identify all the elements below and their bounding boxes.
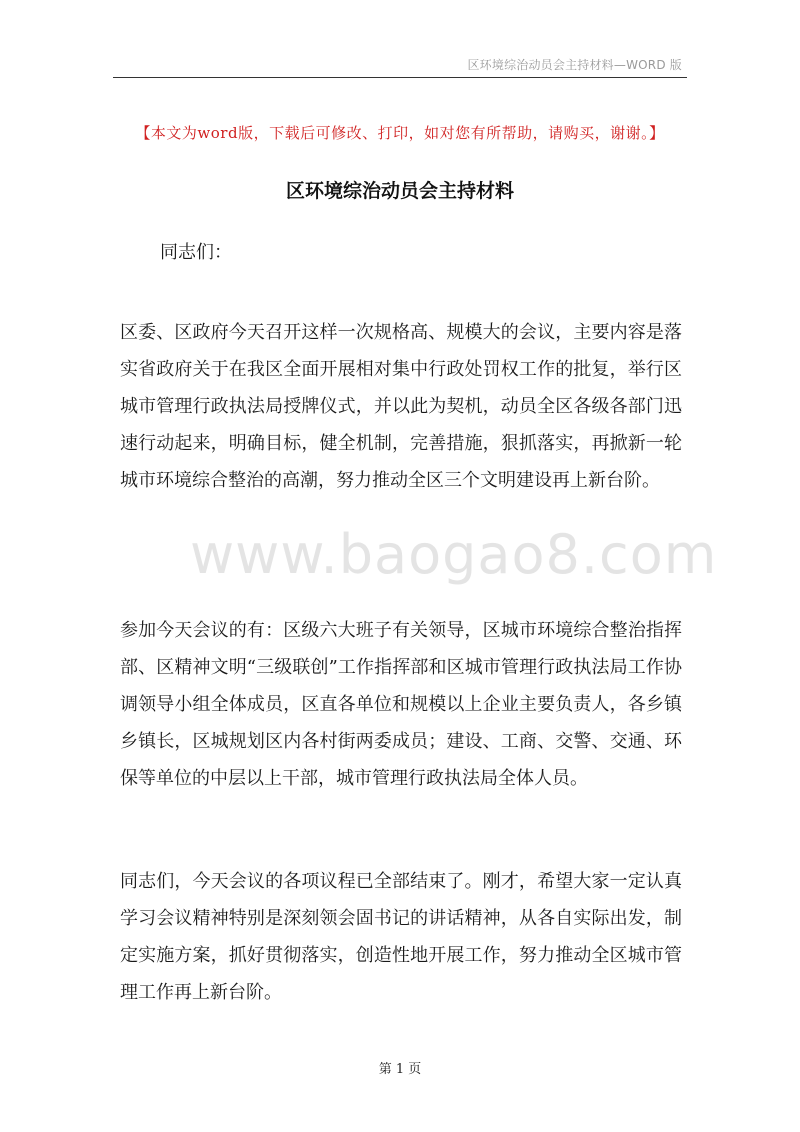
paragraph-3: 同志们，今天会议的各项议程已全部结束了。刚才，希望大家一定认真学习会议精神特别是深刻领会固书记的讲话精神，从各自实际出发，制定实施方案，抓好贯彻落实，创造性地开展工作，努力推动全区城市管理工作再上新台阶。 — [120, 871, 682, 1003]
document-title: 区环境综治动员会主持材料 — [285, 180, 514, 202]
header-divider — [113, 77, 687, 78]
watermark: www.baogao8.com — [190, 523, 718, 586]
greeting: 同志们： — [160, 242, 232, 263]
paragraph-2: 参加今天会议的有：区级六大班子有关领导，区城市环境综合整治指挥部、区精神文明“三级联创”工作指挥部和区城市管理行政执法局工作协调领导小组全体成员，区直各单位和规模以上企业主要负责人，各乡镇乡镇长，区城规划区内各村街两委成员；建设、工商、交警、交通、环保等单位的中层以上干部，城市管理行政执法局全体人员。 — [120, 620, 682, 789]
paragraph-1: 区委、区政府今天召开这样一次规格高、规模大的会议，主要内容是落实省政府关于在我区全面开展相对集中行政处罚权工作的批复，举行区城市管理行政执法局授牌仪式，并以此为契机，动员全区各级各部门迅速行动起来，明确目标，健全机制，完善措施，狠抓落实，再掀新一轮城市环境综合整治的高潮，努力推动全区三个文明建设再上新台阶。 — [120, 322, 682, 491]
running-header: 区环境综治动员会主持材料—WORD 版 — [467, 58, 682, 72]
purchase-notice: 【本文为word版，下载后可修改、打印，如对您有所帮助，请购买，谢谢。】 — [135, 124, 665, 142]
page-number: 第 1 页 — [378, 1062, 422, 1077]
